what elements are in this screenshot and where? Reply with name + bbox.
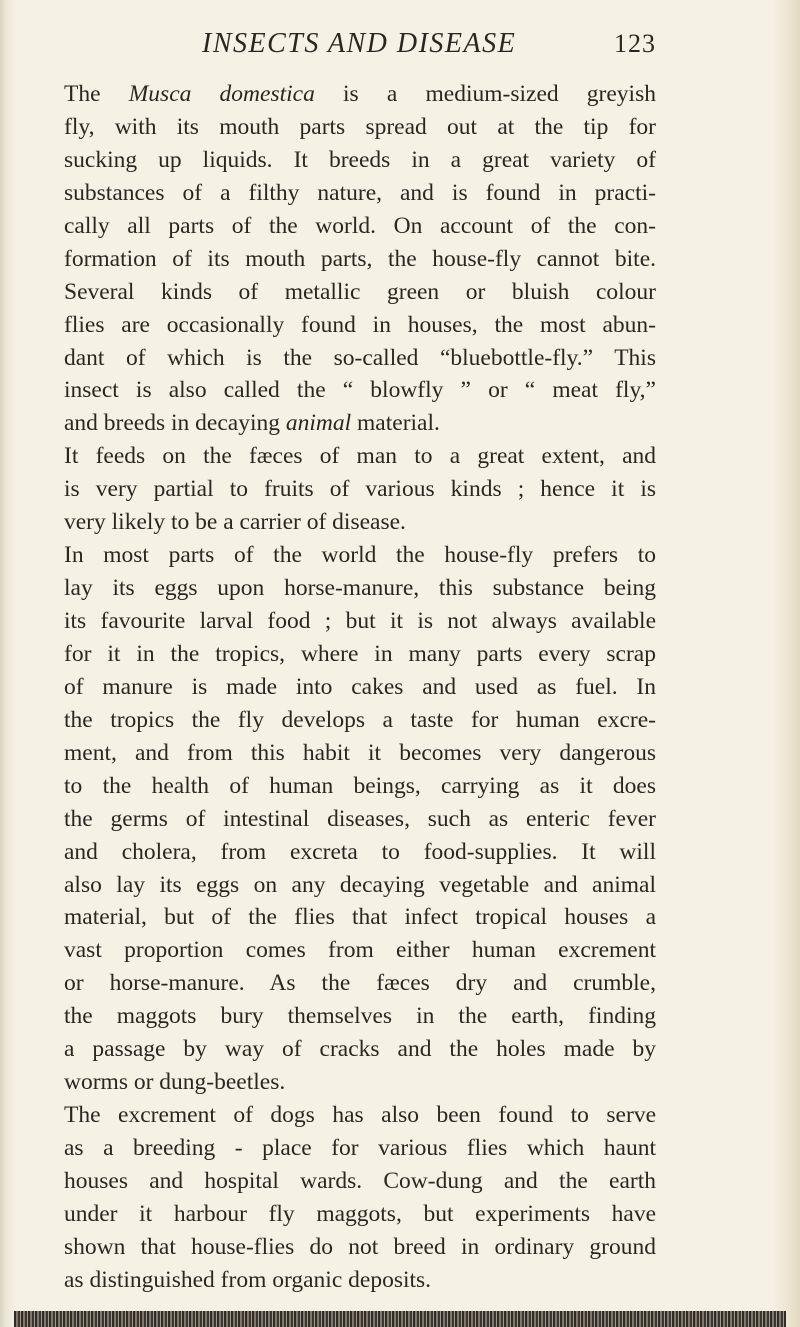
running-head: INSECTS AND DISEASE (202, 28, 517, 59)
page-number: 123 (614, 29, 656, 58)
text-line: cally all parts of the world. On account of the con- (64, 212, 656, 239)
text-line: Several kinds of metallic green or bluish colour (64, 278, 656, 305)
text-line: vast proportion comes from either human excrement (64, 937, 656, 964)
text-line: a passage by way of cracks and the holes made by (64, 1036, 656, 1063)
text-line: The excrement of dogs has also been found to serve (64, 1102, 656, 1129)
text-line: sucking up liquids. It breeds in a great variety of (64, 146, 656, 173)
text-line: houses and hospital wards. Cow-dung and the earth (64, 1167, 656, 1194)
italic-run: animal (285, 410, 352, 437)
text-line: worms or dung-beetles. (64, 1069, 286, 1096)
text-line: the germs of intestinal diseases, such as enteric fever (64, 805, 656, 832)
text-run: is a medium-sized greyish (314, 81, 656, 107)
text-line: or horse-manure. As the fæces dry and crumble, (64, 970, 656, 997)
text-line: under it harbour fly maggots, but experiments have (64, 1200, 656, 1227)
text-line: is very partial to fruits of various kinds ; hence it is (64, 476, 656, 503)
text-line: and cholera, from excreta to food-supplies. It will (64, 838, 656, 865)
text-line: shown that house-flies do not breed in ordinary ground (64, 1233, 656, 1260)
text-line: also lay its eggs on any decaying vegetable and animal (64, 871, 656, 898)
italic-run: Musca domestica (128, 81, 315, 107)
text-line: In most parts of the world the house-fly prefers to (64, 542, 656, 569)
text-run: The (64, 81, 129, 107)
text-line: very likely to be a carrier of disease. (64, 509, 406, 536)
text-line: as a breeding - place for various flies which haunt (64, 1135, 656, 1161)
text-line: lay its eggs upon horse-manure, this substance being (64, 575, 656, 602)
text-line: as distinguished from organic deposits. (64, 1266, 432, 1293)
text-line: It feeds on the fæces of man to a great extent, and (64, 443, 656, 470)
page-gutter-shadow (0, 0, 16, 1327)
text-run: material. (351, 410, 440, 437)
text-line: the tropics the fly develops a taste for human excre- (64, 706, 656, 733)
scan-edge-strip (14, 1311, 786, 1327)
page-edge-shadow (772, 0, 800, 1327)
text-line (64, 407, 656, 440)
text-line: dant of which is the so-called “bluebottle-fly.” This (64, 344, 656, 371)
text-line: formation of its mouth parts, the house-fly cannot bite. (64, 245, 656, 272)
text-line (64, 78, 656, 111)
text-line: its favourite larval food ; but it is not always available (64, 608, 656, 634)
text-line: insect is also called the “ blowfly ” or “ meat fly,” (64, 377, 656, 404)
text-line: substances of a filthy nature, and is found in practi- (64, 179, 656, 206)
text-run: and breeds in decaying (64, 410, 286, 437)
body-text (64, 78, 656, 1297)
text-line: ment, and from this habit it becomes very dangerous (64, 739, 656, 766)
text-line: material, but of the flies that infect tropical houses a (64, 904, 656, 931)
text-line: fly, with its mouth parts spread out at the tip for (64, 113, 656, 140)
text-line: for it in the tropics, where in many parts every scrap (64, 640, 656, 667)
text-line: flies are occasionally found in houses, the most abun- (64, 311, 656, 338)
text-line: of manure is made into cakes and used as fuel. In (64, 673, 656, 700)
text-line: to the health of human beings, carrying as it does (64, 772, 656, 799)
text-line: the maggots bury themselves in the earth, finding (64, 1003, 656, 1030)
page-header (64, 24, 656, 64)
